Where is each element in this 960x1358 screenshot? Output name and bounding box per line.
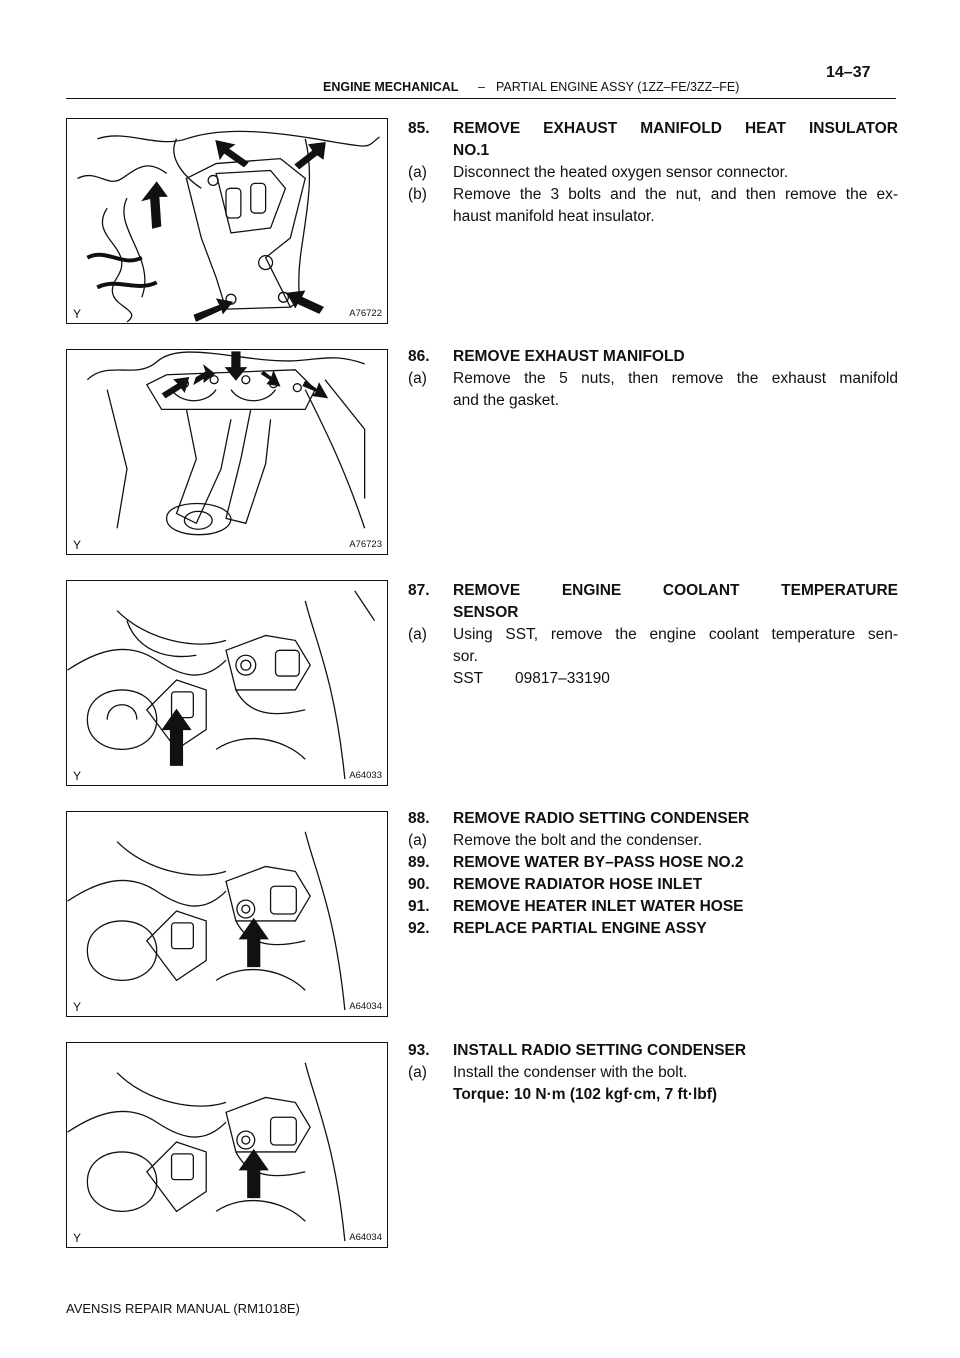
substep-label: (b) xyxy=(408,186,427,203)
step-title: REMOVE WATER BY–PASS HOSE NO.2 xyxy=(453,854,744,871)
step-93 xyxy=(408,1040,898,1106)
figure-mark: Y xyxy=(73,769,82,783)
step-title: REMOVE RADIATOR HOSE INLET xyxy=(453,876,703,893)
exhaust-manifold-illustration xyxy=(67,350,387,554)
substep-label: (a) xyxy=(408,1064,427,1081)
step-number: 92. xyxy=(408,920,430,937)
step-title: REMOVE HEATER INLET WATER HOSE xyxy=(453,898,744,915)
substep-text: Using SST, remove the engine coolant temperature sen- xyxy=(453,626,898,643)
step-title-continued: NO.1 xyxy=(453,142,490,159)
figure-coolant-sensor xyxy=(66,580,388,786)
step-title: REMOVE ENGINE COOLANT TEMPERATURE xyxy=(453,582,898,599)
figure-code: A64034 xyxy=(349,1232,382,1243)
figure-code: A64034 xyxy=(349,1001,382,1012)
step-91 xyxy=(408,896,898,918)
coolant-sensor-illustration xyxy=(67,581,387,785)
step-86 xyxy=(408,346,898,412)
substep-label: (a) xyxy=(408,832,427,849)
substep-text: Remove the 3 bolts and the nut, and then remove the ex- xyxy=(453,186,898,203)
step-title: REMOVE RADIO SETTING CONDENSER xyxy=(453,810,750,827)
step-number: 88. xyxy=(408,810,430,827)
figure-condenser-removal xyxy=(66,811,388,1017)
figure-mark: Y xyxy=(73,1231,82,1245)
step-number: 85. xyxy=(408,120,430,137)
step-number: 87. xyxy=(408,582,430,599)
substep-text-continued: haust manifold heat insulator. xyxy=(453,208,655,225)
substep-text: Remove the 5 nuts, then remove the exhaust manifold xyxy=(453,370,898,387)
figure-code: A64033 xyxy=(349,770,382,781)
step-number: 86. xyxy=(408,348,430,365)
substep-text: Disconnect the heated oxygen sensor connector. xyxy=(453,164,789,181)
condenser-removal-illustration xyxy=(67,812,387,1016)
step-title-continued: SENSOR xyxy=(453,604,519,621)
step-title: INSTALL RADIO SETTING CONDENSER xyxy=(453,1042,747,1059)
substep-text: Remove the bolt and the condenser. xyxy=(453,832,703,849)
figure-mark: Y xyxy=(73,1000,82,1014)
condenser-installation-illustration xyxy=(67,1043,387,1247)
substep-text: Install the condenser with the bolt. xyxy=(453,1064,688,1081)
figure-code: A76722 xyxy=(349,308,382,319)
figure-exhaust-manifold xyxy=(66,349,388,555)
page-number: 14–37 xyxy=(826,64,871,81)
step-88 xyxy=(408,808,898,830)
step-89 xyxy=(408,852,898,874)
step-number: 90. xyxy=(408,876,430,893)
step-85 xyxy=(408,118,898,228)
figure-condenser-installation xyxy=(66,1042,388,1248)
substep-label: (a) xyxy=(408,164,427,181)
step-87 xyxy=(408,580,898,690)
sst-label: SST xyxy=(453,670,484,687)
substep-text-continued: and the gasket. xyxy=(453,392,559,409)
heat-insulator-illustration xyxy=(67,119,387,323)
step-title: REMOVE EXHAUST MANIFOLD xyxy=(453,348,685,365)
step-title: REPLACE PARTIAL ENGINE ASSY xyxy=(453,920,707,937)
header-dash: – xyxy=(478,80,485,94)
step-92 xyxy=(408,918,898,940)
figure-heat-insulator xyxy=(66,118,388,324)
header-rule xyxy=(66,98,896,99)
substep-text-continued: sor. xyxy=(453,648,478,665)
step-88-92 xyxy=(408,808,898,940)
header-subsection-title: PARTIAL ENGINE ASSY (1ZZ–FE/3ZZ–FE) xyxy=(496,80,740,94)
sst-number: 09817–33190 xyxy=(515,670,610,687)
figure-mark: Y xyxy=(73,307,82,321)
step-90 xyxy=(408,874,898,896)
substep-label: (a) xyxy=(408,626,427,643)
substep-label: (a) xyxy=(408,370,427,387)
step-number: 93. xyxy=(408,1042,430,1059)
figure-mark: Y xyxy=(73,538,82,552)
header-section-title: ENGINE MECHANICAL xyxy=(323,80,459,94)
footer-manual-id: AVENSIS REPAIR MANUAL (RM1018E) xyxy=(66,1301,300,1316)
step-number: 91. xyxy=(408,898,430,915)
step-title: REMOVE EXHAUST MANIFOLD HEAT INSULATOR xyxy=(453,120,898,137)
step-number: 89. xyxy=(408,854,430,871)
torque-spec: Torque: 10 N·m (102 kgf·cm, 7 ft·lbf) xyxy=(453,1086,718,1103)
figure-code: A76723 xyxy=(349,539,382,550)
